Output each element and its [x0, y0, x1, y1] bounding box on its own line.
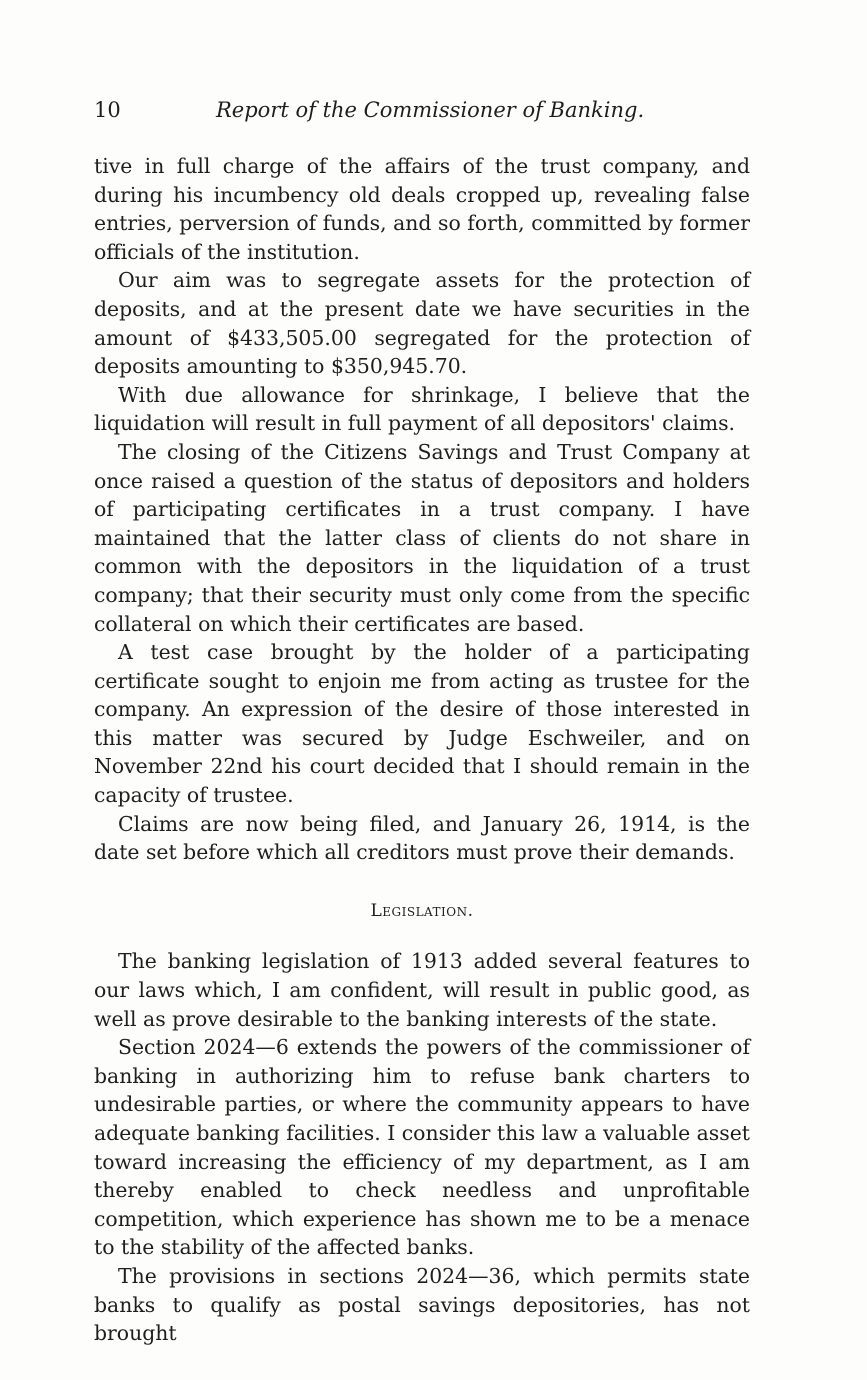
running-title: Report of the Commissioner of Banking. [216, 98, 645, 122]
paragraph-segregated-assets: Our aim was to segregate assets for the protection of deposits, and at the present date we have securities in the amount of $433,505.00 segregated for the protection of deposits amounting to $350,945.70. [94, 268, 750, 379]
page-body [94, 152, 750, 1348]
paragraph-section-2024-36: The provisions in sections 2024—36, which permits state banks to qualify as postal savings depositories, has not brought [94, 1263, 750, 1346]
page-header [94, 98, 750, 128]
page-number: 10 [94, 98, 121, 122]
section-heading-legislation: Legislation. [370, 900, 474, 921]
paragraph-section-2024-6: Section 2024—6 extends the powers of the commissioner of banking in authorizing him to refuse bank charters to undesirable parties, or where the community appears to have adequate banking facilities. I consider this law a valuable asset toward increasing the efficiency of my department, as I am thereby enabled to check needless and unprofitable competition, which experience has shown me to be a menace to the stability of the affected banks. [94, 1035, 750, 1260]
paragraph-continuation: tive in full charge of the affairs of the trust company, and during his incumbency old deals cropped up, revealing false entries, perversion of funds, and so forth, committed by former officials of the institution. [94, 154, 750, 264]
paragraph-test-case: A test case brought by the holder of a participating certificate sought to enjoin me from acting as trustee for the company. An expression of the desire of those interested in this matter was secured by Judge Eschweiler, and on November 22nd his court decided that I should remain in the capacity of trustee. [94, 640, 750, 808]
paragraph-citizens-savings-closing: The closing of the Citizens Savings and Trust Company at once raised a question of the status of depositors and holders of participating certificates in a trust company. I have maintained that the latter class of clients do not share in common with the depositors in the liquidation of a trust company; that their security must only come from the specific collateral on which their certificates are based. [94, 439, 750, 636]
paragraph-legislation-1913: The banking legislation of 1913 added several features to our laws which, I am confident, will result in public good, as well as prove desirable to the banking interests of the state. [94, 949, 750, 1031]
paragraph-liquidation-outlook: With due allowance for shrinkage, I believe that the liquidation will result in full payment of all depositors' claims. [94, 382, 750, 436]
paragraph-claims-deadline: Claims are now being filed, and January 26, 1914, is the date set before which all creditors must prove their demands. [94, 811, 750, 865]
